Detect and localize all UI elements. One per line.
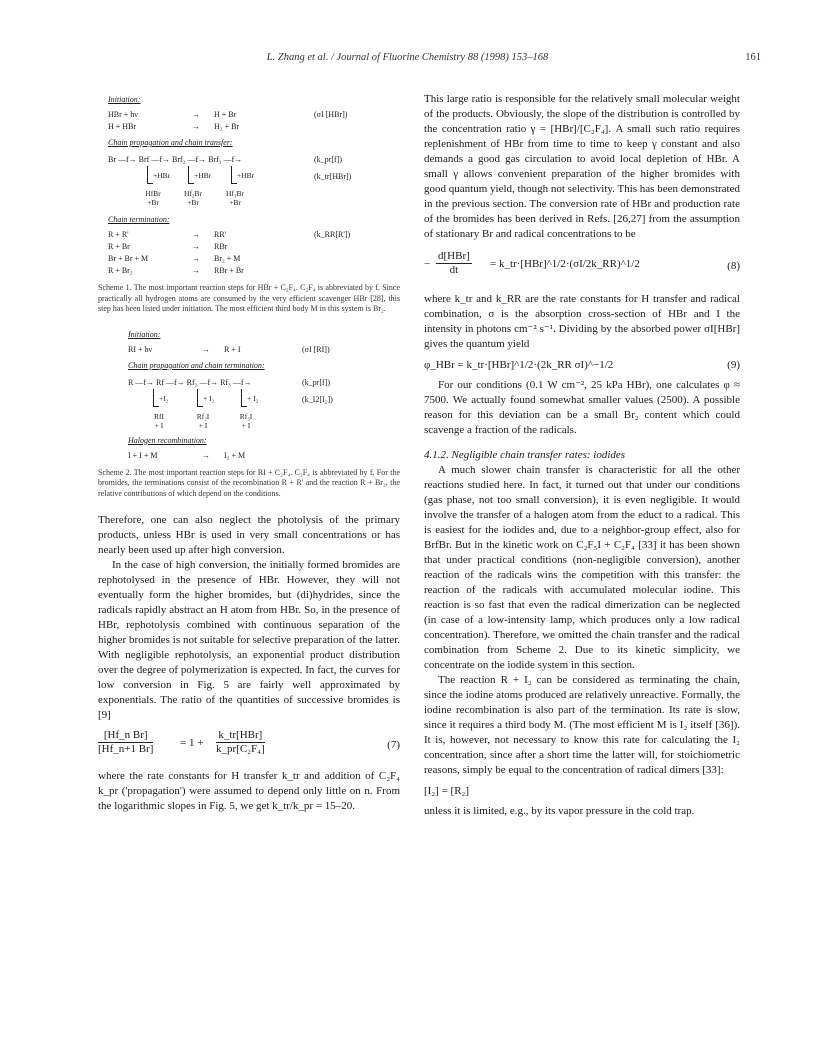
equation-8	[424, 250, 740, 286]
equation-number: (7)	[387, 739, 400, 751]
termination-branches	[128, 389, 400, 433]
products: Br₂ + M	[214, 254, 241, 263]
branch	[144, 166, 180, 186]
products: H + Br	[214, 110, 237, 119]
equation-7	[98, 729, 400, 765]
scheme-2	[128, 329, 400, 462]
reactants: H + HBr	[108, 122, 137, 131]
branch	[150, 389, 186, 409]
chain-steps: R —f→ Rf —f→ Rf₂ —f→ Rf₃ —f→	[128, 377, 252, 387]
reaction-row	[108, 265, 400, 277]
reaction-arrow: →	[192, 122, 200, 131]
denominator: [Hf_n+1 Br]	[98, 743, 154, 755]
reactants: R + Br₂	[108, 266, 133, 275]
paragraph: unless it is limited, e.g., by its vapor pressure in the cold trap.	[424, 805, 695, 817]
products: RBr	[214, 242, 228, 251]
reaction-row	[108, 253, 400, 265]
reaction-arrow: →	[192, 110, 200, 119]
reaction-arrow: →	[202, 450, 210, 460]
equation-10	[424, 782, 740, 804]
fraction	[98, 729, 153, 756]
equation-operator: = 1 +	[180, 737, 204, 749]
reaction-row	[128, 450, 400, 462]
reactants: Br + Br + M	[108, 254, 149, 263]
paragraph: A much slower chain transfer is characteristic for all the other reactions studied here. In fact, it turned out that under our conditions (gas phase, not too small conversion), it is even negligible. It would involve the transfer of a halogen atom from the educt to a radical. This is easiest for the iodides and, due to a neighbor-group effect, also for BrfBr. But in the kinetic work on C₂F₅I + C₂F₄ [33] it has been shown that under practical conditions (non-negligible conversion), another reaction of the radicals wins the competition with this transfer: the reaction of the radicals with accumulated molecular iodine. This reaction is so fast that even the radical dimerization can be neglected (in case of a low-intensity lamp, which produces only a low radical concentration). Therefore, we omitted the chain transfer and the radical combination from Scheme 2. Due to its kinetic simplicity, we concentrate on the iodide system in this section.	[424, 464, 740, 671]
reaction-arrow: →	[192, 254, 200, 263]
numerator: [Hf_n Br]	[98, 729, 153, 743]
branch-label: + I₂	[247, 393, 259, 403]
branch-label: +HBr	[237, 171, 255, 180]
scheme-1	[108, 94, 400, 277]
transfer-branches	[108, 166, 400, 210]
reactants: RI + hν	[128, 344, 153, 354]
rate-expression: (k_tr[HBr])	[314, 172, 352, 181]
rate-expression: (k_I2[I₂])	[302, 394, 333, 404]
branch-product: Rf₂I + I	[196, 411, 210, 430]
paragraph: In the case of high conversion, the initially formed bromides are rephotolysed in the presence of HBr. However, they will not eventually form the higher bromides, but (di)hydrides, since the radicals rapidly abstract an H atom from HBr. So, in the presence of HBr, rephotolysis combined with continuous separation of the higher bromides is not suitable for selective preparation of the latter. With negligible rephotolysis, an exponential product distribution over the degree of polymerization is expected. In fact, the curves for low conversion in Fig. 5 are fairly well approximated by exponentials. The ratio of the quantities of successive bromides is [9]	[98, 559, 400, 721]
rate-expression: (k_pr[f])	[302, 377, 330, 387]
paragraph: where k_tr and k_RR are the rate constants for H transfer and radical combination, σ is the absorption cross-section of HBr and I the intensity in photons cm⁻² s⁻¹. Dividing by the absorbed power σI[HBr] gives the quantum yield	[424, 293, 740, 350]
products: H₂ + Br	[214, 122, 240, 131]
paragraph: This large ratio is responsible for the relatively small molecular weight of the products. Obviously, the slope of the distribution is controlled by the concentration ratio γ = [HBr]/[C₂F₄]. A small such ratio requires replenishment of HBr from time to time to keep γ constant and also demands a good gas circulation to avoid local depletion of HBr. A small γ allows convenient preparation of the higher bromides with good quantum yield, though not selectivity. This has been demonstrated in the previous section. The conversion rate of HBr and production rate of the bromides has been derived in Refs. [26,27] from the assumption of stationary Br and radical concentrations to be	[424, 93, 740, 240]
branch	[194, 389, 230, 409]
reaction-arrow: →	[192, 242, 200, 251]
branch-label: +I₂	[159, 393, 169, 403]
scheme1-initiation-title: Initiation:	[108, 95, 141, 104]
running-header	[0, 52, 815, 70]
scheme2-recomb-title: Halogen recombination:	[128, 435, 207, 445]
right-column	[424, 92, 740, 819]
denominator: k_pr[C₂F₄]	[216, 743, 265, 755]
scheme1-chain-title: Chain propagation and chain transfer:	[108, 138, 233, 147]
reactants: I + I + M	[128, 450, 158, 460]
reactants: R + Br	[108, 242, 130, 251]
reaction-row	[108, 229, 400, 241]
equation-number: (8)	[727, 260, 740, 272]
left-column	[98, 92, 400, 814]
branch-product: HfBr +Br	[145, 189, 161, 207]
products: R + I	[224, 344, 241, 354]
rate-expression: (σI [HBr])	[314, 110, 348, 119]
reaction-row	[108, 241, 400, 253]
equation-body: [I₂] = [R₂]	[424, 785, 470, 797]
reaction-arrow: →	[202, 344, 210, 354]
paragraph: Therefore, one can also neglect the photolysis of the primary products, unless HBr is used in very small concentrations or has nearly been used up after high conversion.	[98, 514, 400, 556]
paragraph: where the rate constants for H transfer k_tr and addition of C₂F₄ k_pr ('propagation') were assumed to depend only little on n. From the logarithmic slopes in Fig. 5, we get k_tr/k_pr = 15–20.	[98, 770, 400, 812]
paragraph: The reaction R + I₂ can be considered as terminating the chain, since the iodine atoms produced are relatively unreactive. Formally, the iodine recombination is also part of the termination. Its rate is slow, since it requires a third body M. (The most efficient M is I₂ itself [36]). It is, however, not necessary to know this rate for calculating the I₂ concentration, since after a short time the latter will, for stoichiometric reasons, simply be equal to the concentration of radical dimers [33]:	[424, 674, 740, 776]
equation-rhs: = k_tr·[HBr]^1/2·(σI/2k_RR)^1/2	[490, 258, 640, 270]
page-number: 161	[745, 52, 761, 63]
branch-product: RfI + I	[154, 411, 164, 430]
products: RR'	[214, 230, 227, 239]
reaction-arrow: →	[192, 266, 200, 275]
scheme2-caption: Scheme 2. The most important reaction steps for RI + C₂F₄. C₂F₄ is abbreviated by f. For the bromides, the terminations consist of the recombination R + R' and the reaction R + Br₂, the relative contributions of which depend on the conditions.	[98, 467, 400, 498]
rate-expression: (k_pr[f])	[314, 155, 342, 164]
scheme2-chain-title: Chain propagation and chain termination:	[128, 360, 265, 370]
products: RBr + Br	[214, 266, 244, 275]
minus-sign: −	[424, 258, 431, 270]
section-heading: 4.1.2. Negligible chain transfer rates: iodides	[424, 449, 626, 461]
products: I₂ + M	[224, 450, 246, 460]
reactants: R + R'	[108, 230, 129, 239]
branch-product: Hf₃Br +Br	[225, 189, 245, 207]
branch	[228, 166, 264, 186]
scheme1-caption: Scheme 1. The most important reaction steps for HBr + C₂F₄. C₂F₄ is abbreviated by f. Since practically all hydrogen atoms are consumed by the very efficient scavenger HBr [28], this step has been listed under initiation. The most efficient third body M in this system is Br₂.	[98, 283, 400, 313]
branch-label: + I₂	[203, 393, 215, 403]
scheme2-initiation-title: Initiation:	[128, 329, 161, 339]
chain-steps: Br —f→ Brf —f→ Brf₂ —f→ Brf₃ —f→	[108, 155, 243, 164]
numerator: k_tr[HBr]	[216, 729, 265, 743]
reaction-row	[108, 109, 400, 121]
chain-sequence	[128, 375, 400, 389]
rate-expression: (σI [RI])	[302, 344, 330, 354]
equation-9	[424, 356, 740, 378]
fraction	[436, 250, 472, 277]
equation-number: (9)	[727, 359, 740, 371]
journal-citation: L. Zhang et al. / Journal of Fluorine Chemistry 88 (1998) 153–168	[266, 52, 549, 63]
reaction-arrow: →	[192, 230, 200, 239]
reactants: HBr + hν	[108, 110, 138, 119]
denominator: dt	[449, 264, 459, 276]
fraction	[216, 729, 265, 756]
equation-body: φ_HBr = k_tr·[HBr]^1/2·(2k_RR σI)^−1/2	[424, 359, 614, 371]
branch-label: +HBr	[153, 171, 171, 180]
branch-product: Rf₃I + I	[239, 411, 253, 430]
chain-sequence	[108, 152, 400, 166]
branch	[238, 389, 274, 409]
paragraph: For our conditions (0.1 W cm⁻², 25 kPa HBr), one calculates φ ≈ 7500. We actually found somewhat smaller values (2500). A possible reason for this deviation can be a small Br₂ content which could scavenge a fraction of the radicals.	[424, 379, 740, 436]
branch-label: +HBr	[194, 171, 212, 180]
branch	[185, 166, 221, 186]
branch-product: Hf₂Br +Br	[183, 189, 203, 207]
rate-expression: (k_RR[R'])	[314, 230, 351, 239]
numerator: d[HBr]	[438, 250, 470, 262]
reaction-row	[128, 344, 400, 356]
reaction-row	[108, 121, 400, 133]
scheme1-termination-title: Chain termination:	[108, 215, 170, 224]
